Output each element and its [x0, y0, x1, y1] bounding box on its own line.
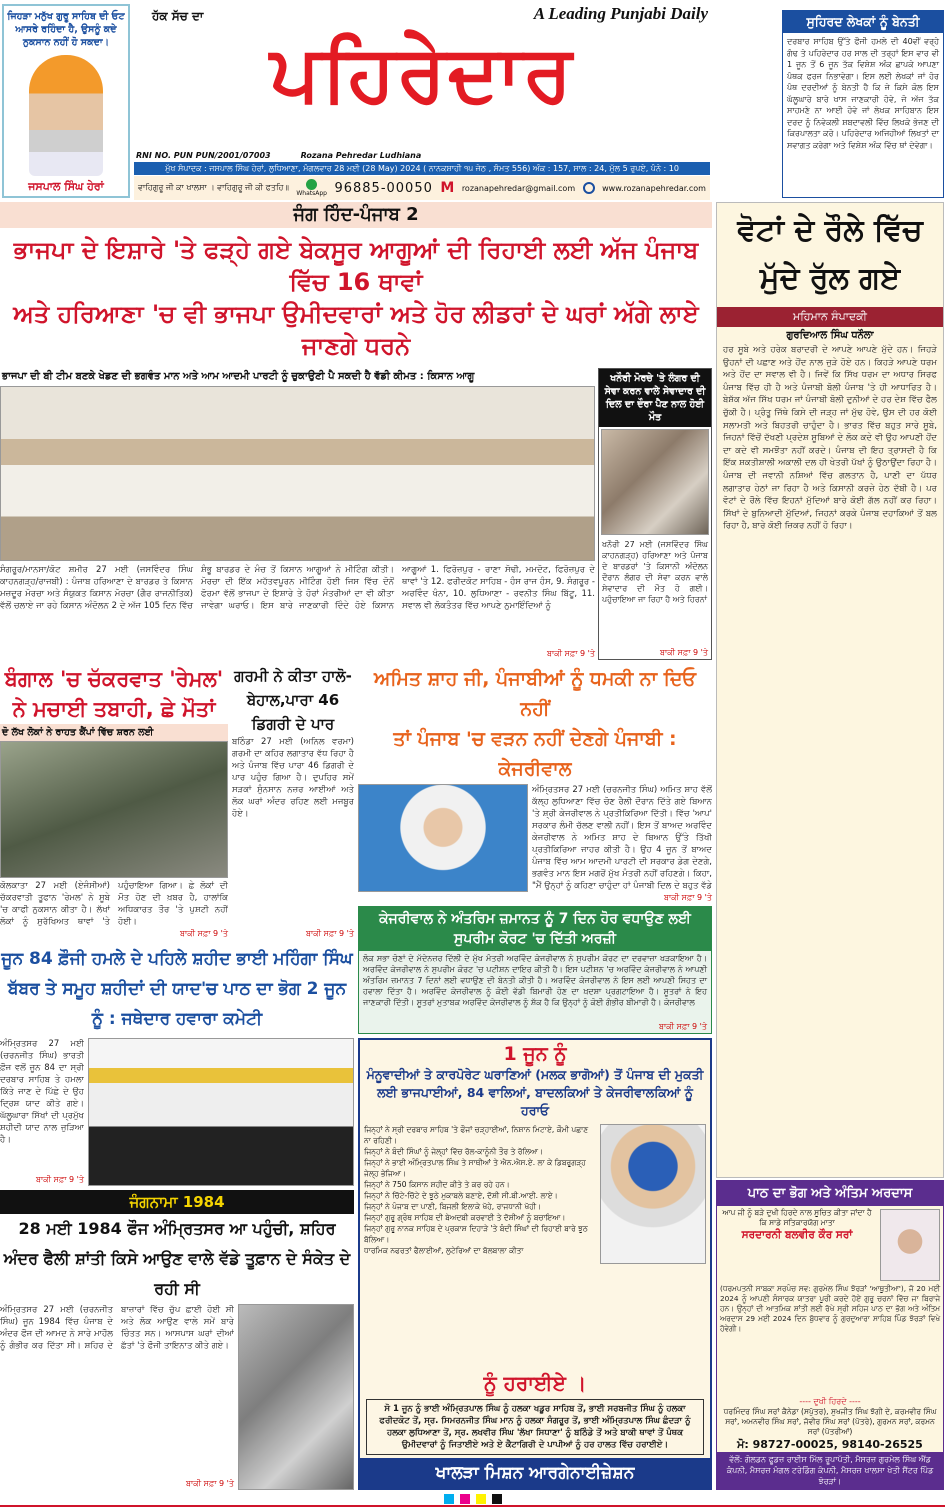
- june84-photo: [88, 1038, 354, 1186]
- phone-number[interactable]: 96885-00050: [334, 180, 433, 196]
- greeting: ਵਾਹਿਗੁਰੂ ਜੀ ਕਾ ਖਾਲਸਾ । ਵਾਹਿਗੁਰੂ ਜੀ ਕੀ ਫਤਹਿ॥: [138, 183, 289, 192]
- june84-headline: ਜੂਨ 84 ਫ਼ੌਜੀ ਹਮਲੇ ਦੇ ਪਹਿਲੇ ਸ਼ਹੀਦ ਭਾਈ ਮਹਿੰਗਾ ਸਿੰਘ ਬੱਬਰ ਤੇ ਸਮੂਹ ਸ਼ਹੀਦਾਂ ਦੀ ਯਾਦ'ਚ ਪਾਠ ਦਾ ਭੋਗ 2 ਜੂਨ ਨੂੰ : ਜਥੇਦਾਰ ਹਵਾਰਾ ਕਮੇਟੀ: [1, 949, 353, 1029]
- ad-date: 1 ਜੂਨ ਨੂੰ: [503, 1043, 567, 1065]
- editorial-headline: ਵੋਟਾਂ ਦੇ ਰੌਲੇ ਵਿੱਚ ਮੁੱਦੇ ਰੁੱਲ ਗਏ: [737, 213, 923, 296]
- continued-link[interactable]: ਬਾਕੀ ਸਫ਼ਾ 9 'ਤੇ: [35, 1175, 84, 1184]
- june84-body: ਅੰਮ੍ਰਿਤਸਰ 27 ਮਈ (ਚਰਨਜੀਤ ਸਿੰਘ) ਭਾਰਤੀ ਫ਼ੌਜ ਵਲੋਂ ਜੂਨ 84 ਦਾ ਸ੍ਰੀ ਦਰਬਾਰ ਸਾਹਿਬ ਤੇ ਹਮਲਾ ਕਿੱਤੇ ਜਾਣ ਦੇ ਪਿੱਛੇ ਦੇ ਉਹ ਦ੍ਰਿਸ਼ ਯਾਦ ਕੀਤੇ ਗਏ। ਘੱਲੂਘਾਰਾ ਸਿੱਖਾਂ ਦੀ ਪ੍ਰਮੁੱਖ ਸ਼ਹੀਦੀ ਯਾਦ ਨਾਲ ਜੁੜਿਆ ਹੈ।: [0, 1039, 84, 1145]
- writers-notice: [782, 10, 944, 198]
- side-story-body: ਖਨੌਰੀ 27 ਮਈ (ਜਸਵਿੰਦਰ ਸਿੰਘ ਕਾਹਨਗੜ੍ਹ) ਹਰਿਆਣਾ ਅਤੇ ਪੰਜਾਬ ਦੇ ਬਾਰਡਰਾਂ 'ਤੇ ਕਿਸਾਨੀ ਅੰਦੋਲਨ ਦੌਰਾਨ ਲੰਗਰ ਦੀ ਸੇਵਾ ਕਰਨ ਵਾਲੇ ਸੇਵਾਦਾਰ ਦੀ ਮੌਤ ਹੋ ਗਈ। ਪਹੁੰਚਾਇਆ ਜਾ ਰਿਹਾ ਹੈ ਅਤੇ ਹਿਰਨਾਂ: [602, 540, 708, 604]
- ad-point: ਜਿਨ੍ਹਾਂ ਗੁਰੂ ਗ੍ਰੰਥ ਸਾਹਿਬ ਦੀ ਬੇਅਦਬੀ ਕਰਵਾਈ ਤੇ ਦੋਸ਼ੀਆਂ ਨੂੰ ਬਚਾਇਆ।: [364, 1213, 566, 1222]
- black-mark: [492, 1494, 502, 1504]
- info-bar: [134, 162, 710, 175]
- obituary-phone: ਮੋ: 98727-00025, 98140-26525: [737, 1438, 923, 1451]
- ad-appeal: ਸੋ 1 ਜੂਨ ਨੂੰ ਭਾਈ ਅੰਮ੍ਰਿਤਪਾਲ ਸਿੰਘ ਨੂੰ ਹਲਕਾ ਖਡੂਰ ਸਾਹਿਬ ਤੋਂ, ਭਾਈ ਸਰਬਜੀਤ ਸਿੰਘ ਨੂੰ ਹਲਕਾ ਫਰੀਦਕੋਟ ਤੋਂ, ਸ੍ਰ. ਸਿਮਰਨਜੀਤ ਸਿੰਘ ਮਾਨ ਨੂੰ ਹਲਕਾ ਸੰਗਰੂਰ ਤੋਂ, ਭਾਈ ਅੰਮ੍ਰਿਤਪਾਲ ਸਿੰਘ ਛੰਦੜਾ ਨੂੰ ਹਲਕਾ ਲੁਧਿਆਣਾ ਤੋਂ, ਸ੍ਰ. ਲਖਵੀਰ ਸਿੰਘ 'ਲੱਖਾ ਸਿਧਾਣਾ' ਨੂੰ ਬਠਿੰਡੇ ਤੋਂ ਅਤੇ ਬਾਕੀ ਥਾਵਾਂ ਤੋਂ ਪੰਥਕ ਉਮੀਦਵਾਰਾਂ ਨੂੰ ਜਿਤਾਈਏ ਅਤੇ ਏ ਕੈਟਾਗਿਰੀ ਦੇ ਪਾਪੀਆਂ ਨੂੰ ਹਰ ਹਾਲਤ ਵਿੱਚ ਹਰਾਈਏ।: [366, 1399, 704, 1455]
- bengal-photo: [0, 741, 228, 878]
- amit-headline-2: ਤਾਂ ਪੰਜਾਬ 'ਚ ਵੜਨ ਨਹੀਂ ਦੇਣਗੇ ਪੰਜਾਬੀ : ਕੇਜਰੀਵਾਲ: [393, 728, 677, 780]
- yellow-mark: [476, 1494, 486, 1504]
- jangnama-headline: 28 ਮਈ 1984 ਫੌਜ ਅੰਮ੍ਰਿਤਸਰ ਆ ਪਹੁੰਚੀ, ਸ਼ਹਿਰ ਅੰਦਰ ਫੈਲੀ ਸ਼ਾਂਤੀ ਕਿਸੇ ਆਉਣ ਵਾਲੇ ਵੱਡੇ ਤੂਫ਼ਾਨ ਦੇ ਸੰਕੇਤ ਦੇ ਰਹੀ ਸੀ: [3, 1219, 351, 1298]
- ad-headline: ਮੰਨੂਵਾਦੀਆਂ ਤੇ ਕਾਰਪੋਰੇਟ ਘਰਾਣਿਆਂ (ਮਲਕ ਭਾਗੋਆਂ) ਤੋਂ ਪੰਜਾਬ ਦੀ ਮੁਕਤੀ ਲਈ ਭਾਜਪਾਈਆਂ, 84 ਵਾਲਿਆਂ, ਬਾਦਲਕਿਆਂ ਤੇ ਕੇਜਰੀਵਾਲਕਿਆਂ ਨੂੰ ਹਰਾਓ: [366, 1067, 704, 1118]
- kejriwal-bail-body: ਲੋਕ ਸਭਾ ਚੋਣਾਂ ਦੇ ਮੱਦੇਨਜ਼ਰ ਦਿੱਲੀ ਦੇ ਮੁੱਖ ਮੰਤਰੀ ਅਰਵਿੰਦ ਕੇਜਰੀਵਾਲ ਨੇ ਸੁਪਰੀਮ ਕੋਰਟ ਦਾ ਦਰਵਾਜ਼ਾ ਖੜਕਾਇਆ ਹੈ। ਅਰਵਿੰਦ ਕੇਜਰੀਵਾਲ ਨੇ ਸੁਪਰੀਮ ਕੋਰਟ 'ਚ ਪਟੀਸ਼ਨ ਦਾਇਰ ਕੀਤੀ ਹੈ। ਇਸ ਪਟੀਸ਼ਨ 'ਚ ਅਰਵਿੰਦ ਕੇਜਰੀਵਾਲ ਨੇ ਆਪਣੀ ਅੰਤਰਿਮ ਜ਼ਮਾਨਤ 7 ਦਿਨਾਂ ਲਈ ਵਧਾਉਣ ਦੀ ਬੇਨਤੀ ਕੀਤੀ ਹੈ। ਅਰਵਿੰਦ ਕੇਜਰੀਵਾਲ ਨੇ ਇਸ ਲਈ ਆਪਣੀ ਸਿਹਤ ਦਾ ਹਵਾਲਾ ਦਿੱਤਾ ਹੈ। ਅਰਵਿੰਦ ਕੇਜਰੀਵਾਲ ਨੂੰ ਕੋਈ ਵੱਡੀ ਬਿਮਾਰੀ ਹੋਣ ਦਾ ਖ਼ਦਸ਼ਾ ਪ੍ਰਗਟਾਇਆ ਹੈ। ਸੂਤਰਾਂ ਨੇ ਇਹ ਜਾਣਕਾਰੀ ਦਿੱਤੀ। ਸੂਤਰਾਂ ਮੁਤਾਬਕ ਅਰਵਿੰਦ ਕੇਜਰੀਵਾਲ ਨੂੰ ਸ਼ੱਕ ਹੈ ਕਿ ਉਨ੍ਹਾਂ ਨੂੰ ਕੋਈ ਗੰਭੀਰ ਬੀਮਾਰੀ ਹੈ। ਕੇਜਰੀਵਾਲ: [363, 954, 707, 1007]
- ad-point: ਜਿਨ੍ਹਾਂ ਨੇ ਬੰਦੀ ਸਿੰਘਾਂ ਨੂੰ ਜੇਲ੍ਹਾਂ ਵਿੱਚ ਰੋਲ-ਕਾਨੂੰਨੀ ਤੌਰ ਤੇ ਰੋਲਿਆ।: [364, 1147, 544, 1156]
- obituary-name: ਸਰਦਾਰਨੀ ਬਲਵੀਰ ਕੌਰ ਸਰਾਂ: [741, 1229, 853, 1241]
- website-link[interactable]: www.rozanapehredar.com: [602, 183, 706, 193]
- ad-point: ਜਿਨ੍ਹਾਂ ਗੁਰੂ ਨਾਨਕ ਸਾਹਿਬ ਦੇ ਪ੍ਰਕਾਸ਼ ਦਿਹਾੜੇ 'ਤੇ ਬੰਦੀ ਸਿੰਘਾਂ ਦੀ ਰਿਹਾਈ ਬਾਰੇ ਝੂਠ ਬੋਲਿਆ।: [364, 1224, 588, 1244]
- jangnama-body: ਅੰਮ੍ਰਿਤਸਰ 27 ਮਈ (ਚਰਨਜੀਤ ਸਿੰਘ) ਜੂਨ 1984 ਵਿੱਚ ਪੰਜਾਬ ਦੇ ਅੰਦਰ ਫੌਜ ਦੀ ਆਮਦ ਨੇ ਸਾਰੇ ਮਾਹੌਲ ਨੂੰ ਗੰਭੀਰ ਕਰ ਦਿੱਤਾ ਸੀ। ਸ਼ਹਿਰ ਦੇ ਬਾਜ਼ਾਰਾਂ ਵਿੱਚ ਚੁੱਪ ਛਾਈ ਹੋਈ ਸੀ ਅਤੇ ਲੋਕ ਆਉਣ ਵਾਲੇ ਸਮੇਂ ਬਾਰੇ ਚਿੰਤਤ ਸਨ। ਆਸਪਾਸ ਘਰਾਂ ਦੀਆਂ ਛੱਤਾਂ 'ਤੇ ਫੌਜੀ ਤਾਇਨਾਤ ਕੀਤੇ ਗਏ।: [0, 1305, 234, 1351]
- founder-name: ਜਸਪਾਲ ਸਿੰਘ ਹੇਰਾਂ: [28, 180, 104, 193]
- whatsapp-label: WhatsApp: [296, 190, 327, 197]
- mourners-label: ---- ਦੁਖੀ ਹਿਰਦੇ ----: [799, 1397, 861, 1406]
- whatsapp-icon: [306, 179, 317, 190]
- side-story-title: ਖਨੌਰੀ ਮੋਰਚੇ 'ਤੇ ਲੰਗਰ ਦੀ ਸੇਵਾ ਕਰਨ ਵਾਲੇ ਸੇਵਾਦਾਰ ਦੀ ਦਿਲ ਦਾ ਦੌਰਾ ਪੈਣ ਨਾਲ ਹੋਈ ਮੌਤ: [599, 369, 711, 427]
- masthead-tagline: ਹੱਕ ਸੱਚ ਦਾ: [152, 9, 204, 23]
- ad-point: ਜਿਨ੍ਹਾਂ ਨੇ ਸ੍ਰੀ ਦਰਬਾਰ ਸਾਹਿਬ 'ਤੇ ਫੌਜਾਂ ਚੜ੍ਹਾਈਆਂ, ਨਿਸ਼ਾਨ ਮਿਟਾਏ, ਕੌਮੀ ਪਛਾਣ ਨਾ ਰਹਿਣੀ।: [364, 1125, 589, 1145]
- magenta-mark: [460, 1494, 470, 1504]
- side-story: [598, 368, 712, 660]
- editorial-author: ਗੁਰਦਿਆਲ ਸਿੰਘ ਧਨੌਲਾ: [786, 330, 874, 341]
- info-bar-text: ਮੁੱਖ ਸੰਪਾਦਕ : ਜਸਪਾਲ ਸਿੰਘ ਹੇਰਾਂ, ਲੁਧਿਆਣਾ, ਮੰਗਲਵਾਰ 28 ਮਈ (28 May) 2024 ( ਨਾਨਕਸ਼ਾਹੀ ੧੫ ਜੇਠ , ਸੰਮਤ 556) ਅੰਕ : 157, ਸਾਲ : 24, ਮੁੱਲ 5 ਰੁਪਏ, ਪੰਨੇ : 10: [165, 164, 679, 173]
- email-icon: M: [440, 180, 455, 196]
- ad-points: [364, 1124, 596, 1366]
- jangnama-photo: [238, 1304, 354, 1490]
- mourners: ਧਰਮਿੰਦਰ ਸਿੰਘ ਸਰਾਂ ਕੈਨੇਡਾ (ਸਪੁੱਤਰ), ਸੁਖਜੀਤ ਸਿੰਘ ਝੱਗੀ ਦੇ, ਕਰਮਵੀਰ ਸਿੰਘ ਸਰਾਂ, ਅਮਨਵੀਰ ਸਿੰਘ ਸਰਾਂ, ਜੋਵੀਰ ਸਿੰਘ ਸਰਾਂ (ਪੋਤਰੇ), ਗੁਰਮਨ ਸਰਾਂ, ਕਰਮਨ ਸਰਾਂ (ਪੋਤਰੀਆਂ): [723, 1407, 937, 1436]
- editorial-label: ਮਹਿਮਾਨ ਸੰਪਾਦਕੀ: [717, 307, 943, 327]
- lead-headline-1: ਭਾਜਪਾ ਦੇ ਇਸ਼ਾਰੇ 'ਤੇ ਫੜ੍ਹੇ ਗਏ ਬੇਕਸੂਰ ਆਗੂਆਂ ਦੀ ਰਿਹਾਈ ਲਈ ਅੱਜ ਪੰਜਾਬ ਵਿੱਚ 16 ਥਾਵਾਂ: [13, 236, 699, 296]
- continued-link[interactable]: ਬਾਕੀ ਸਫ਼ਾ 9 'ਤੇ: [305, 929, 354, 938]
- lead-body: ਸੰਗਰੂਰ/ਮਾਨਸਾ/ਕੋਟ ਸ਼ਮੀਰ 27 ਮਈ (ਜਸਵਿੰਦਰ ਸਿੰਘ ਕਾਹਨਗੜ੍ਹ/ਰਾਜਬੀ) : ਪੰਜਾਬ ਹਰਿਆਣਾ ਦੇ ਬਾਰਡਰ ਤੇ ਕਿਸਾਨ ਮਜ਼ਦੂਰ ਮੋਰਚਾ ਅਤੇ ਸੰਯੁਕਤ ਕਿਸਾਨ ਮੋਰਚਾ (ਗੈਰ ਰਾਜਨੀਤਿਕ) ਵੱਲੋਂ ਚਲਾਏ ਜਾ ਰਹੇ ਕਿਸਾਨ ਅੰਦੋਲਨ 2 ਦੇ ਅੱਜ 105 ਦਿਨ ਵਿੱਚ ਸ਼ੰਭੂ ਬਾਰਡਰ ਦੇ ਮੰਚ ਤੋਂ ਕਿਸਾਨ ਆਗੂਆਂ ਨੇ ਮੀਟਿੰਗ ਕੀਤੀ। ਮੋਰਚਾ ਦੀ ਇੱਕ ਮਹੱਤਵਪੂਰਨ ਮੀਟਿੰਗ ਹੋਈ ਜਿਸ ਵਿੱਚ ਦੋਨੋਂ ਫੋਰਮਾ ਵੱਲੋਂ ਭਾਜਪਾ ਦੇ ਇਸ਼ਾਰੇ ਤੇ ਹੋਰਾਂ ਮੰਤਰੀਆਂ ਦਾ ਵੀ ਕੀਤਾ ਜਾਵੇਗਾ ਘਰਾਓ। ਇਸ ਬਾਰੇ ਜਾਣਕਾਰੀ ਦਿੰਦੇ ਹੋਏ ਕਿਸਾਨ ਆਗੂਆਂ 1. ਫਿਰੋਜ਼ਪੁਰ - ਰਾਣਾ ਸੋਢੀ, ਮਮਦੋਟ, ਫਿਰੋਜ਼ਪੁਰ ਦੇ ਥਾਵਾਂ 'ਤੇ 12. ਫਰੀਦਕੋਟ ਸਾਹਿਬ - ਹੰਸ ਰਾਜ ਹੰਸ, 9. ਸੰਗਰੂਰ - ਅਰਵਿੰਦ ਖੰਨਾ, 10. ਲੁਧਿਆਣਾ - ਰਵਨੀਤ ਸਿੰਘ ਬਿੱਟੂ, 11. ਸਵਾਲ ਵੀ ਲੋਕਤੰਤਰ ਵਿੱਚ ਆਪਣੇ ਨੁਮਾਇੰਦਿਆਂ ਨੂੰ: [0, 565, 595, 611]
- continued-link[interactable]: ਬਾਕੀ ਸਫ਼ਾ 9 'ਤੇ: [179, 929, 228, 938]
- amit-body: ਅੰਮ੍ਰਿਤਸਰ 27 ਮਈ (ਚਰਨਜੀਤ ਸਿੰਘ) ਅਮਿਤ ਸ਼ਾਹ ਵੱਲੋਂ ਕੱਲ੍ਹ ਲੁਧਿਆਣਾ ਵਿੱਚ ਚੋਣ ਰੈਲੀ ਦੌਰਾਨ ਦਿੱਤੇ ਗਏ ਬਿਆਨ 'ਤੇ ਸ਼੍ਰੀ ਕੇਜਰੀਵਾਲ ਨੇ ਪ੍ਰਤੀਕਿਰਿਆ ਦਿੱਤੀ। ਵਿੱਚ 'ਆਪ' ਸਰਕਾਰ ਲੰਮੀ ਚੱਲਣ ਵਾਲੀ ਨਹੀਂ। ਇਸ ਤੋਂ ਬਾਅਦ ਅਰਵਿੰਦ ਕੇਜਰੀਵਾਲ ਨੇ ਅਮਿਤ ਸ਼ਾਹ ਦੇ ਬਿਆਨ ਉੱਤੇ ਤਿੱਖੀ ਪ੍ਰਤੀਕਿਰਿਆ ਜਾਹਰ ਕੀਤੀ ਹੈ। ਉਹ 4 ਜੂਨ ਤੋਂ ਬਾਅਦ ਪੰਜਾਬ ਵਿੱਚ ਆਮ ਆਦਮੀ ਪਾਰਟੀ ਦੀ ਸਰਕਾਰ ਡੇਗ ਦੇਣਗੇ, ਭਗਵੰਤ ਮਾਨ ਇਸ ਮਗਰੋਂ ਮੁੱਖ ਮੰਤਰੀ ਨਹੀਂ ਰਹਿਣਗੇ। ਕਿਹਾ, "ਮੈਂ ਉਨ੍ਹਾਂ ਨੂੰ ਕਹਿਣਾ ਚਾਹੁੰਦਾ ਹਾਂ ਪੰਜਾਬੀ ਦਿਲ ਦੇ ਬਹੁਤ ਵੱਡੇ: [532, 785, 712, 891]
- kejriwal-photo: [358, 784, 528, 892]
- obituary: [716, 1180, 944, 1490]
- contact-row: [134, 176, 710, 200]
- ad-point: ਜਿਨ੍ਹਾਂ ਨੇ ਚਿੱਟੇ-ਚਿੱਟੇ ਦੇ ਝੂਠੇ ਮੁਕਾਬਲੇ ਬਣਾਏ, ਦੋਸ਼ੀ ਸੀ.ਬੀ.ਆਈ. ਲਾਏ।: [364, 1191, 558, 1200]
- amit-headline-1: ਅਮਿਤ ਸ਼ਾਹ ਜੀ, ਪੰਜਾਬੀਆਂ ਨੂੰ ਧਮਕੀ ਨਾ ਦਿਓ ਨਹੀਂ: [373, 668, 697, 720]
- lead-subhead: ਭਾਜਪਾ ਦੀ ਬੀ ਟੀਮ ਬਣਕੇ ਖੇਡਣ ਦੀ ਭਗਵੰਤ ਮਾਨ ਅਤੇ ਆਮ ਆਦਮੀ ਪਾਰਟੀ ਨੂੰ ਚੁਕਾਉਣੀ ਪੈ ਸਕਦੀ ਹੈ ਵੱਡੀ ਕੀਮਤ : ਕਿਸਾਨ ਆਗੂ: [2, 371, 475, 382]
- obituary-photo: [880, 1209, 940, 1281]
- editorial: [716, 202, 944, 1178]
- lead-headline-2: ਅਤੇ ਹਰਿਆਣਾ 'ਚ ਵੀ ਭਾਜਪਾ ਉਮੀਦਵਾਰਾਂ ਅਤੇ ਹੋਰ ਲੀਡਰਾਂ ਦੇ ਘਰਾਂ ਅੱਗੇ ਲਾਏ ਜਾਣਗੇ ਧਰਨੇ: [13, 300, 699, 360]
- ad-point: ਜਿਨ੍ਹਾਂ ਨੇ 750 ਕਿਸਾਨ ਸ਼ਹੀਦ ਕੀਤੇ ਤੇ ਕਰ ਰਹੇ ਹਨ।: [364, 1180, 510, 1189]
- continued-link[interactable]: ਬਾਕੀ ਸਫ਼ਾ 9 'ਤੇ: [546, 649, 595, 658]
- globe-icon: [583, 182, 595, 194]
- jangnama-banner: ਜੰਗਨਾਮਾ 1984: [0, 1190, 354, 1214]
- ad-photo: [600, 1124, 706, 1264]
- founder-photo: [29, 55, 103, 176]
- masthead-slogan: A Leading Punjabi Daily: [533, 4, 708, 23]
- heat-headline: ਗਰਮੀ ਨੇ ਕੀਤਾ ਹਾਲੋ-ਬੇਹਾਲ,ਪਾਰਾ 46 ਡਿਗਰੀ ਦੇ ਪਾਰ: [234, 667, 352, 733]
- obituary-body: (ਧਰਮਪਤਨੀ ਸਾਬਕਾ ਸਰਪੰਚ ਸਵ: ਗੁਰਮੇਲ ਸਿੰਘ ਝੋਰੜਾਂ 'ਆਥੂਤੀਆ'), ਜੋ 20 ਮਈ 2024 ਨੂੰ ਆਪਣੀ ਸੰਸਾਰਕ ਯਾਤਰਾ ਪੂਰੀ ਕਰਦੇ ਹੋਏ ਗੁਰੂ ਚਰਨਾਂ ਵਿੱਚ ਜਾ ਬਿਰਾਜੇ ਹਨ। ਉਨ੍ਹਾਂ ਦੀ ਆਤਮਿਕ ਸ਼ਾਂਤੀ ਲਈ ਰੱਖੇ ਸ੍ਰੀ ਸਹਿਜ ਪਾਠ ਦਾ ਭੋਗ ਅਤੇ ਅੰਤਿਮ ਅਰਦਾਸ 29 ਮਈ 2024 ਦਿਨ ਬੁੱਧਵਾਰ ਨੂੰ ਗੁਰਦੁਆਰਾ ਸਾਹਿਬ ਪਿੰਡ ਝੋਰੜਾਂ ਵਿਖੇ ਹੋਵੇਗੀ।: [720, 1284, 940, 1333]
- kejriwal-bail-headline: ਕੇਜਰੀਵਾਲ ਨੇ ਅੰਤਰਿਮ ਜ਼ਮਾਨਤ ਨੂੰ 7 ਦਿਨ ਹੋਰ ਵਧਾਉਣ ਲਈ ਸੁਪਰੀਮ ਕੋਰਟ 'ਚ ਦਿੱਤੀ ਅਰਜ਼ੀ: [359, 907, 711, 951]
- continued-link[interactable]: ਬਾਕੀ ਸਫ਼ਾ 9 'ਤੇ: [185, 1479, 234, 1488]
- ad-point: ਧਾਰਮਿਕ ਨਫਰਤਾਂ ਫੈਲਾਈਆਂ, ਲੁਟੇਰਿਆਂ ਦਾ ਬੋਲਬਾਲਾ ਕੀਤਾ: [364, 1246, 524, 1255]
- political-ad: [358, 1038, 712, 1490]
- editorial-body: ਹਰ ਸੂਬੇ ਅਤੇ ਹਰੇਕ ਬਰਾਦਰੀ ਦੇ ਆਪਣੇ ਆਪਣੇ ਮੁੱਦੇ ਹਨ। ਜਿਹੜੇ ਉਹਨਾਂ ਦੀ ਪਛਾਣ ਅਤੇ ਹੋਂਦ ਨਾਲ ਜੁੜੇ ਹੋਏ ਹਨ। ਕਿਹੜੇ ਆਪਣੇ ਧਰਮ ਅਤੇ ਹੋਂਦ ਦਾ ਸਵਾਲ ਵੀ ਹੈ। ਜਿਵੇਂ ਕਿ ਸਿੱਖ ਧਰਮ ਦਾ ਅਧਾਰ ਸਿਰਫ ਪੰਜਾਬ ਵਿੱਚ ਹੀ ਹੈ ਅਤੇ ਪੰਜਾਬੀ ਬੋਲੀ ਪੰਜਾਬ 'ਤੇ ਹੀ ਆਧਾਰਿਤ ਹੈ। ਬੇਸ਼ੱਕ ਅੱਜ ਸਿੱਖ ਧਰਮ ਜਾਂ ਪੰਜਾਬੀ ਬੋਲੀ ਦੁਨੀਆਂ ਦੇ ਹਰ ਦੇਸ਼ ਵਿੱਚ ਫੈਲ ਚੁੱਕੀ ਹੈ। ਪ੍ਰੰਤੂ ਜਿੱਥੇ ਕਿਸੇ ਦੀ ਜੜ੍ਹ ਜਾਂ ਮੁੱਢ ਹੋਵੇ, ਉਸ ਦੀ ਹਰ ਕੋਈ ਸਲਾਮਤੀ ਅਤੇ ਬਿਹਤਰੀ ਚਾਹੁੰਦਾ ਹੈ। ਭਾਰਤ ਵਿੱਚ ਬਹੁਤ ਸਾਰੇ ਸੂਬੇ, ਜਿਹਨਾਂ ਵਿੱਚੋਂ ਦੱਖਣੀ ਪ੍ਰਦੇਸ਼ ਸੂਬਿਆਂ ਦੇ ਲੋਕ ਕਦੇ ਵੀ ਉਹ ਆਪਣੀ ਹੋਂਦ ਦਾ ਕਦੇ ਵੀ ਸਮਝੌਤਾ ਨਹੀਂ ਕਰਦੇ। ਪੰਜਾਬ ਦੀ ਇਹ ਤ੍ਰਾਸਦੀ ਹੈ ਕਿ ਇੱਕ ਸ਼ਕਤੀਸ਼ਾਲੀ ਅਕਾਲੀ ਦਲ ਹੀ ਖੇਤਰੀ ਪੱਖਾਂ ਨੂੰ ਉਠਾਉਂਦਾ ਰਿਹਾ ਹੈ। ਪੰਜਾਬ ਦੀ ਜਵਾਨੀ ਨਸ਼ਿਆਂ ਵਿੱਚ ਗਲਤਾਨ ਹੈ, ਪਾਣੀ ਦਾ ਪੱਧਰ ਲਗਾਤਾਰ ਹੇਠਾਂ ਜਾ ਰਿਹਾ ਹੈ ਅਤੇ ਕਿਸਾਨੀ ਕਰਜ਼ੇ ਹੇਠ ਦੱਬੀ ਹੈ। ਪਰ ਵੋਟਾਂ ਦੇ ਰੌਲੇ ਵਿੱਚ ਇਹਨਾਂ ਮੁੱਦਿਆਂ ਬਾਰੇ ਕੋਈ ਗੱਲ ਨਹੀਂ ਕਰ ਰਿਹਾ। ਸਿੱਖਾਂ ਦੇ ਬੁਨਿਆਦੀ ਮੁੱਦਿਆਂ, ਜਿਹਨਾਂ ਕਰਕੇ ਪੰਜਾਬ ਦਹਾਕਿਆਂ ਤੋਂ ਬਲ ਰਿਹਾ ਹੈ, ਬਾਰੇ ਕੋਈ ਜ਼ਿਕਰ ਨਹੀਂ ਹੋ ਰਿਹਾ।: [723, 345, 937, 532]
- edition: Rozana Pehredar Ludhiana: [300, 151, 422, 160]
- ad-point: ਜਿਨ੍ਹਾਂ ਨੇ ਭਾਈ ਅੰਮ੍ਰਿਤਪਾਲ ਸਿੰਘ ਤੇ ਸਾਥੀਆਂ ਤੇ ਐਨ.ਐਸ.ਏ. ਲਾ ਕੇ ਡਿਬਰੂਗੜ੍ਹ ਜੇਲ੍ਹ ਭੇਜਿਆ।: [364, 1158, 586, 1178]
- obituary-title: ਪਾਠ ਦਾ ਭੋਗ ਅਤੇ ਅੰਤਿਮ ਅਰਦਾਸ: [717, 1181, 943, 1206]
- main-news-area: [0, 202, 712, 1490]
- ad-point: ਜਿਨ੍ਹਾਂ ਨੇ ਪੰਜਾਬ ਦਾ ਪਾਣੀ, ਬਿਜਲੀ ਇਲਾਕੇ ਖੋਹੇ, ਰਾਜਧਾਨੀ ਖੋਹੀ।: [364, 1202, 542, 1211]
- continued-link[interactable]: ਬਾਕੀ ਸਫ਼ਾ 9 'ਤੇ: [663, 893, 712, 902]
- founder-box: [2, 4, 130, 198]
- masthead: [132, 0, 712, 200]
- email-link[interactable]: rozanapehredar@gmail.com: [461, 183, 576, 193]
- kejriwal-bail-box: [358, 906, 712, 1034]
- lead-photo: [0, 386, 595, 561]
- cyan-mark: [444, 1494, 454, 1504]
- newspaper-logo: ਪਹਿਰੇਦਾਰ: [270, 29, 574, 119]
- bengal-headline: ਬੰਗਾਲ 'ਚ ਚੱਕਰਵਾਤ 'ਰੇਮਲ' ਨੇ ਮਚਾਈ ਤਬਾਹੀ, ਛੇ ਮੌਤਾਂ: [4, 667, 224, 721]
- continued-link[interactable]: ਬਾਕੀ ਸਫ਼ਾ 9 'ਤੇ: [658, 1022, 707, 1031]
- notice-body: ਦਰਬਾਰ ਸਾਹਿਬ ਉੱਤੇ ਫੌਜੀ ਹਮਲੇ ਦੀ 40ਵੀਂ ਵਰ੍ਹੇ ਗੰਢ ਤੇ ਪਹਿਰੇਦਾਰ ਹਰ ਸਾਲ ਦੀ ਤਰ੍ਹਾਂ ਇਸ ਵਾਰ ਵੀ 1 ਜੂਨ ਤੋਂ 6 ਜੂਨ ਤੱਕ ਵਿਸ਼ੇਸ਼ ਅੰਕ ਛਾਪਕੇ ਆਪਣਾ ਪੰਥਕ ਫਰਜ ਨਿਭਾਵੇਗਾ। ਇਸ ਲਈ ਲੇਖਕਾਂ ਜਾਂ ਹੋਰ ਪੰਥ ਦਰਦੀਆਂ ਨੂੰ ਬੇਨਤੀ ਹੈ ਕਿ ਜੇ ਕਿਸੇ ਕੋਲ ਇਸ ਘੱਲੂਘਾਰੇ ਬਾਰੇ ਖਾਸ ਜਾਣਕਾਰੀ ਹੋਵੇ, ਜੋ ਅੱਜ ਤੱਕ ਸਾਹਮਣੇ ਨਾ ਆਈ ਹੋਵੇ ਜਾਂ ਲੇਖਕ ਸਾਹਿਬਾਨ ਇਸ ਦਰਦ ਨੂੰ ਨਿਵੇਕਲੀ ਸ਼ਬਦਾਵਲੀ ਵਿੱਚ ਲਿਖਕੇ ਭੇਜਣ ਦੀ ਕਿਰਪਾਲਤਾ ਕਰੋ। ਪਹਿਰੇਦਾਰ ਅਜਿਹੀਆਂ ਲਿਖਤਾਂ ਦਾ ਸਵਾਗਤ ਕਰੇਗਾ ਅਤੇ ਵਿਸ਼ੇਸ਼ ਅੰਕ ਵਿੱਚ ਥਾਂ ਦੇਵੇਗਾ।: [787, 37, 939, 150]
- notice-title: ਸੁਹਿਰਦ ਲੇਖਕਾਂ ਨੂੰ ਬੇਨਤੀ: [783, 11, 943, 33]
- heat-body: ਬਠਿੰਡਾ 27 ਮਈ (ਅਨਿਲ ਵਰਮਾ) ਗਰਮੀ ਦਾ ਕਹਿਰ ਲਗਾਤਾਰ ਵੱਧ ਰਿਹਾ ਹੈ ਅਤੇ ਪੰਜਾਬ ਵਿੱਚ ਪਾਰਾ 46 ਡਿਗਰੀ ਦੇ ਪਾਰ ਪਹੁੰਚ ਗਿਆ ਹੈ। ਦੁਪਹਿਰ ਸਮੇਂ ਸੜਕਾਂ ਸੁੰਨਸਾਨ ਨਜ਼ਰ ਆਈਆਂ ਅਤੇ ਲੋਕ ਘਰਾਂ ਅੰਦਰ ਰਹਿਣ ਲਈ ਮਜਬੂਰ ਹੋਏ।: [232, 737, 354, 819]
- bengal-subhead: ਦੋ ਲੱਖ ਲੋਕਾਂ ਨੇ ਰਾਹਤ ਕੈਂਪਾਂ ਵਿੱਚ ਸ਼ਰਨ ਲਈ: [0, 724, 228, 741]
- obituary-footer: ਵੱਲੋਂ: ਗੋਲਡਨ ਫੂਡਜ਼ ਰਾਈਸ ਮਿੱਲ ਰੂਪਾਪੱਤੀ, ਮੈਸਰਜ਼ ਗੁਰਮੇਲ ਸਿੰਘ ਐਂਡ ਕੰਪਨੀ, ਮੈਸਰਜ਼ ਮੰਗਲ ਟਰੇਡਿੰਗ ਕੰਪਨੀ, ਮੈਸਰਜ਼ ਖਾਲਸਾ ਖੇਤੀ ਸੈਂਟਰ ਪਿੰਡ ਝੋਰੜਾਂ।: [717, 1452, 943, 1489]
- rni-number: RNI NO. PUN PUN/2001/07003: [136, 151, 271, 160]
- founder-quote: ਜਿਹੜਾ ਮਨੁੱਖ ਗੁਰੂ ਸਾਹਿਬ ਦੀ ਓਟ ਆਸਰੇ ਰਹਿੰਦਾ ਹੈ, ਉਸਨੂੰ ਕਦੇ ਨੁਕਸਾਨ ਨਹੀਂ ਹੋ ਸਕਦਾ।: [7, 11, 125, 48]
- bengal-body: ਕੋਲਕਾਤਾ 27 ਮਈ (ਏਜੰਸੀਆਂ) ਚੱਕਰਵਾਤੀ ਤੂਫਾਨ 'ਰੇਮਲ' ਨੇ ਸੂਬੇ 'ਚ ਕਾਫੀ ਨੁਕਸਾਨ ਕੀਤਾ ਹੈ। ਲੱਖਾਂ ਲੋਕਾਂ ਨੂੰ ਸੁਰੱਖਿਅਤ ਥਾਵਾਂ 'ਤੇ ਪਹੁੰਚਾਇਆ ਗਿਆ। ਛੇ ਲੋਕਾਂ ਦੀ ਮੌਤ ਹੋਣ ਦੀ ਖ਼ਬਰ ਹੈ, ਹਾਲਾਂਕਿ ਅਧਿਕਾਰਤ ਤੌਰ 'ਤੇ ਪੁਸ਼ਟੀ ਨਹੀਂ ਹੋਈ।: [0, 881, 228, 927]
- ad-cta: ਨੂੰ ਹਰਾਈਏ ।: [483, 1371, 587, 1395]
- ad-sponsor: ਖਾਲੜਾ ਮਿਸ਼ਨ ਆਰਗੇਨਾਈਜ਼ੇਸ਼ਨ: [360, 1458, 710, 1488]
- section-banner: ਜੰਗ ਹਿੰਦ-ਪੰਜਾਬ 2: [0, 202, 712, 228]
- color-registration-marks: [0, 1492, 945, 1507]
- continued-link[interactable]: ਬਾਕੀ ਸਫ਼ਾ 9 'ਤੇ: [659, 648, 708, 657]
- side-story-photo: [601, 429, 709, 535]
- obituary-intro: ਆਪ ਜੀ ਨੂੰ ਬੜੇ ਦੁਖੀ ਹਿਰਦੇ ਨਾਲ ਸੂਚਿਤ ਕੀਤਾ ਜਾਂਦਾ ਹੈ ਕਿ ਸਾਡੇ ਸਤਿਕਾਰਯੋਗ ਮਾਤਾ: [722, 1208, 872, 1227]
